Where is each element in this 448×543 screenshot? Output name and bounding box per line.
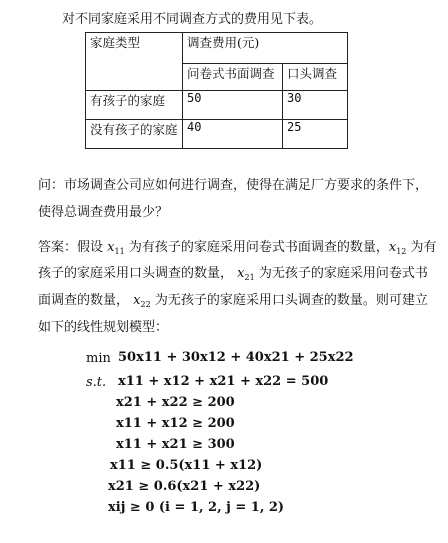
min-keyword: min [86,351,111,366]
answer-line-3: 面调查的数量， $x_{22}$ 为无孩子的家庭采用口头调查的数量。则可建立 [38,293,428,309]
constraint-6: x21 ≥ 0.6(x21 + x22) [108,479,261,494]
intro-text: 对不同家庭采用不同调查方式的费用见下表。 [62,12,323,27]
constraint-2: x21 + x22 ≥ 200 [116,395,235,410]
cell-value: 25 [283,120,348,149]
header-written-survey: 问卷式书面调查 [183,64,283,91]
header-family-type: 家庭类型 [86,33,183,91]
answer-line-4: 如下的线性规划模型： [38,320,169,335]
table-row [86,33,348,64]
answer-prefix: 答案： [38,240,78,255]
var-x21: $x_{21}$ [237,266,255,282]
constraint-1: x11 + x12 + x21 + x22 = 500 [118,374,329,389]
row-label: 有孩子的家庭 [86,91,183,120]
constraint-5: x11 ≥ 0.5(x11 + x12) [110,458,263,473]
answer-line-1: 答案：假设 $x_{11}$ 为有孩子的家庭采用问卷式书面调查的数量，$x_{12}$ 为有 [38,240,437,256]
cell-value: 50 [183,91,283,120]
header-cost-group: 调查费用(元) [183,33,348,64]
constraint-3: x11 + x12 ≥ 200 [116,416,235,431]
header-oral-survey: 口头调查 [283,64,348,91]
var-x22: $x_{22}$ [133,293,151,309]
constraint-7: xij ≥ 0 (i = 1, 2, j = 1, 2) [108,500,285,515]
cell-value: 30 [283,91,348,120]
var-x12: $x_{12}$ [388,240,407,256]
cell-value: 40 [183,120,283,149]
constraint-4: x11 + x21 ≥ 300 [116,437,235,452]
objective-text: 50x11 + 30x12 + 40x21 + 25x22 [118,350,354,365]
table-row [86,91,348,120]
cost-table [85,32,348,149]
objective-function [118,350,354,365]
question-line-1: 问：市场调查公司应如何进行调查，使得在满足厂方要求的条件下， [38,178,429,193]
st-keyword: s.t. [86,375,107,390]
var-x11: $x_{11}$ [107,240,125,256]
answer-line-2: 孩子的家庭采用口头调查的数量， $x_{21}$ 为无孩子的家庭采用问卷式书 [38,266,428,282]
question-line-2: 使得总调查费用最少？ [38,205,169,220]
row-label: 没有孩子的家庭 [86,120,183,149]
table-row [86,120,348,149]
